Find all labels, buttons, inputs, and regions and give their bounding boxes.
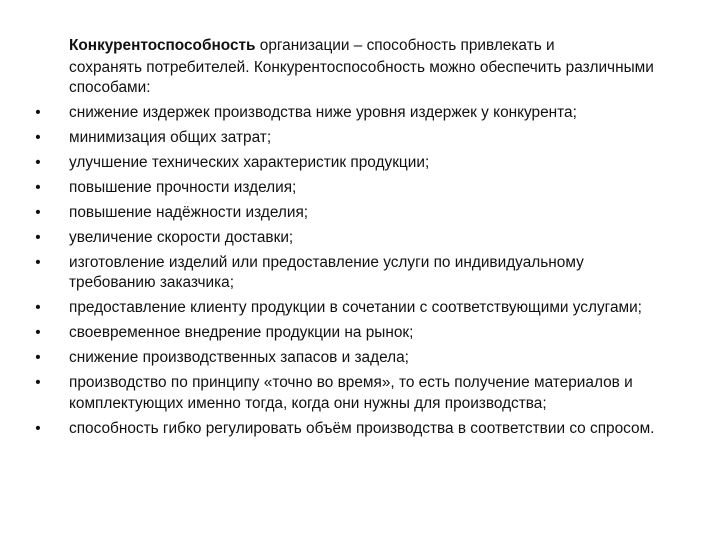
- list-item-text: предоставление клиенту продукции в сочетании с соответствующими услугами;: [69, 299, 642, 317]
- bullet-icon: •: [35, 203, 41, 221]
- list-item-text: изготовление изделий или предоставление услуги по индивидуальному требованию заказчика;: [69, 253, 584, 292]
- bullet-icon: •: [35, 178, 41, 196]
- list-item: [32, 298, 672, 318]
- list-item-text: повышение надёжности изделия;: [69, 203, 309, 221]
- list-item-text: способность гибко регулировать объём производства в соответствии со спросом.: [69, 419, 655, 437]
- list-item: [32, 373, 672, 414]
- intro-term: Конкурентоспособность: [69, 37, 256, 54]
- list-item-text: повышение прочности изделия;: [69, 178, 297, 196]
- bullet-icon: •: [35, 324, 41, 342]
- methods-list: [32, 103, 672, 439]
- intro-paragraph: [32, 34, 672, 99]
- list-item: [32, 348, 672, 368]
- list-item-text: своевременное внедрение продукции на рынок;: [69, 324, 414, 342]
- intro-text-line1: организации – способность привлекать и: [255, 37, 555, 54]
- slide-content: [32, 34, 672, 444]
- bullet-icon: •: [35, 128, 41, 146]
- bullet-icon: •: [35, 253, 41, 271]
- list-item: [32, 323, 672, 343]
- intro-text-rest: сохранять потребителей. Конкурентоспособность можно обеспечить различными способами:: [69, 59, 654, 97]
- list-item: [32, 103, 672, 123]
- list-item-text: производство по принципу «точно во время», то есть получение материалов и комплектующих именно тогда, когда они нужны для производства;: [69, 374, 633, 412]
- bullet-icon: •: [35, 299, 41, 317]
- list-item-text: снижение производственных запасов и задела;: [69, 349, 409, 367]
- bullet-icon: •: [35, 349, 41, 367]
- list-item: [32, 128, 672, 148]
- list-item: [32, 253, 672, 294]
- list-item-text: увеличение скорости доставки;: [69, 228, 294, 246]
- bullet-icon: •: [35, 228, 41, 246]
- list-item: [32, 178, 672, 198]
- list-item: [32, 153, 672, 173]
- list-item-text: снижение издержек производства ниже уровня издержек у конкурента;: [69, 103, 577, 121]
- list-item: [32, 419, 672, 439]
- list-item: [32, 203, 672, 223]
- bullet-icon: •: [35, 153, 41, 171]
- bullet-icon: •: [35, 374, 41, 392]
- intro-first-line: [69, 34, 672, 58]
- bullet-icon: •: [35, 419, 41, 437]
- list-item-text: улучшение технических характеристик продукции;: [69, 153, 430, 171]
- list-item: [32, 228, 672, 248]
- bullet-icon: •: [35, 103, 41, 121]
- list-item-text: минимизация общих затрат;: [69, 128, 272, 146]
